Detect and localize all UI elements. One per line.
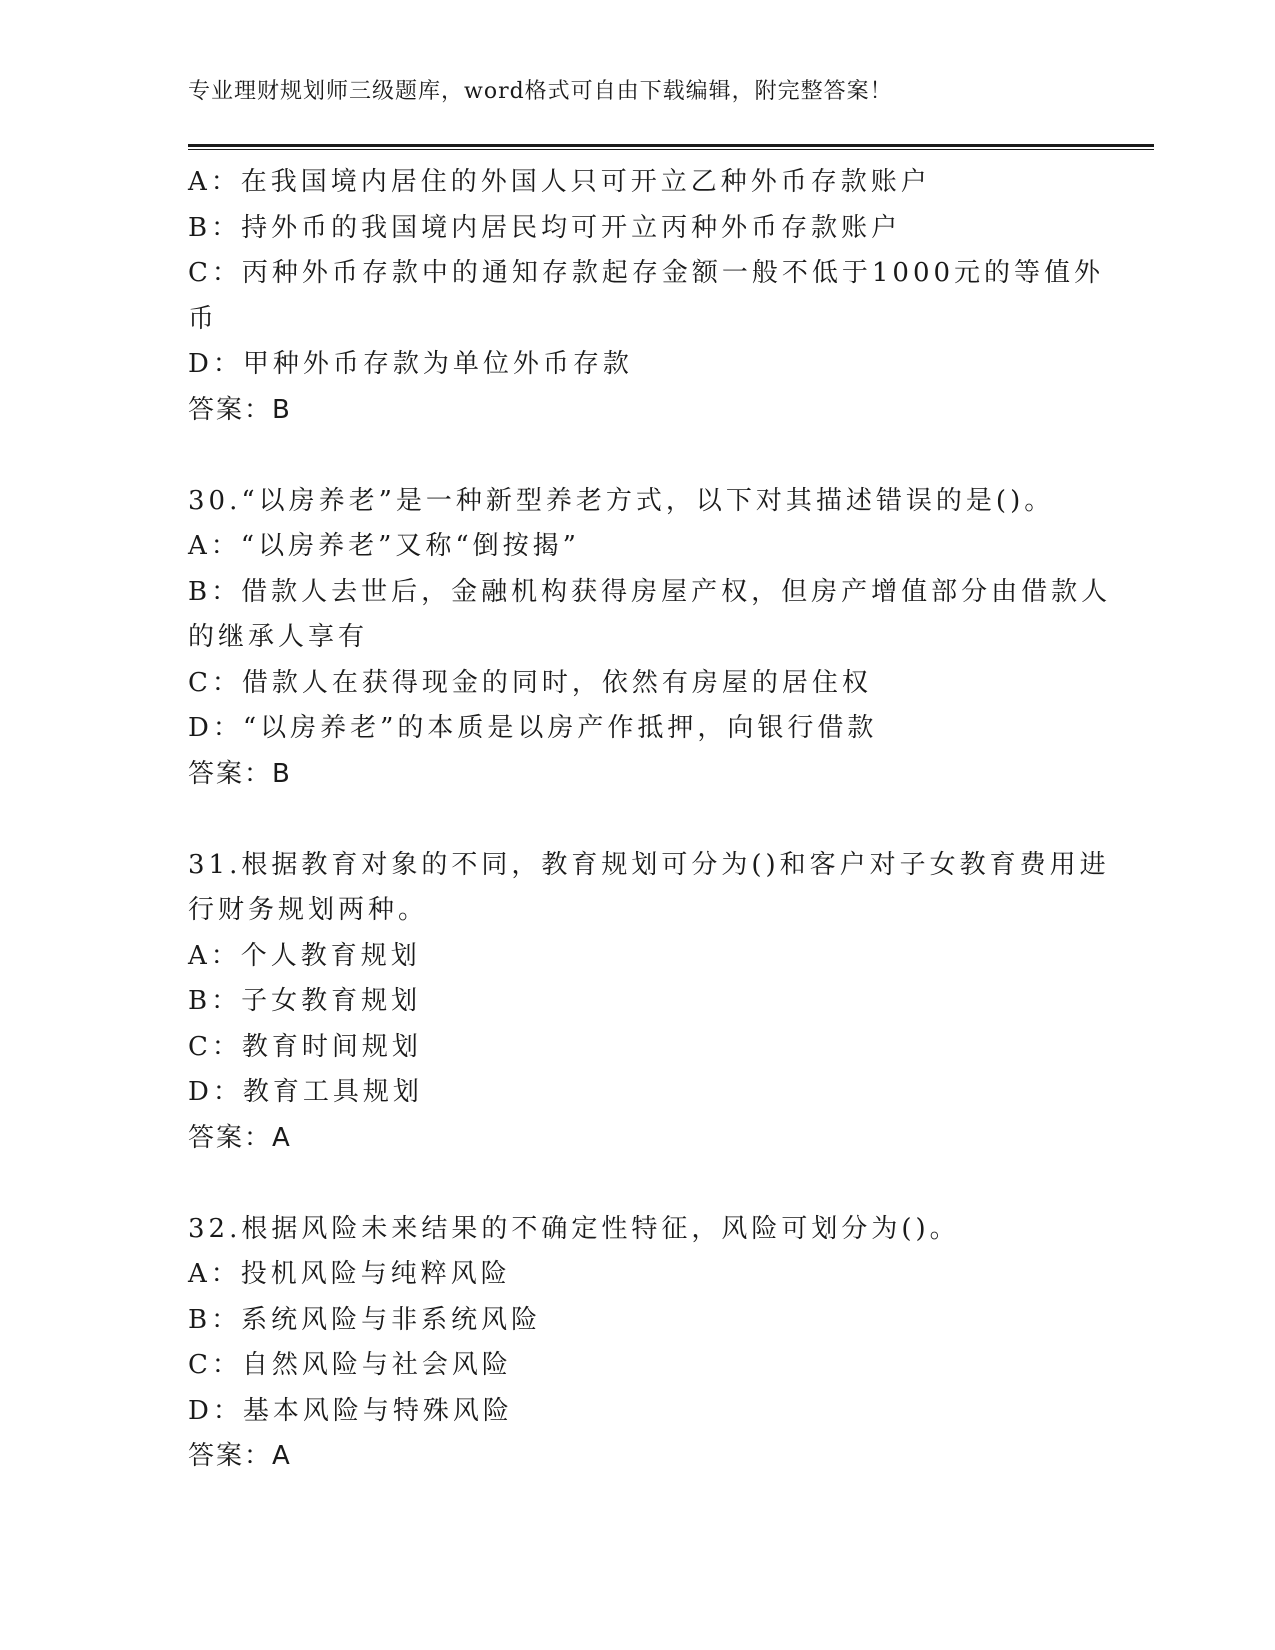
question-stem-continued: 行财务规划两种。	[188, 895, 429, 925]
question-30	[188, 479, 1112, 798]
option-b: B：子女教育规划	[188, 986, 422, 1016]
option-b: B：借款人去世后，金融机构获得房屋产权，但房产增值部分由借款人	[188, 576, 1112, 607]
header-rule	[188, 144, 1154, 150]
spacer	[188, 433, 1088, 479]
option-a: A：“以房养老”又称“倒按揭”	[188, 531, 580, 561]
option-c: C：丙种外币存款中的通知存款起存金额一般不低于1000元的等值外	[188, 258, 1105, 288]
option-a: A：投机风险与纯粹风险	[188, 1259, 511, 1289]
spacer	[188, 797, 1088, 843]
page-header: 专业理财规划师三级题库，word格式可自由下载编辑，附完整答案！	[188, 79, 893, 104]
answer: 答案：A	[188, 1122, 292, 1153]
answer: 答案：A	[188, 1441, 292, 1471]
question-stem: 30.“以房养老”是一种新型养老方式，以下对其描述错误的是()。	[188, 485, 1055, 516]
option-d: D：“以房养老”的本质是以房产作抵押，向银行借款	[188, 713, 878, 743]
option-c: C：自然风险与社会风险	[188, 1350, 512, 1380]
option-d: D：基本风险与特殊风险	[188, 1395, 513, 1426]
question-29	[188, 160, 1105, 433]
option-c: C：教育时间规划	[188, 1031, 422, 1062]
question-32	[188, 1207, 1088, 1480]
question-stem: 31.根据教育对象的不同，教育规划可分为()和客户对子女教育费用进	[188, 849, 1110, 880]
question-31	[188, 843, 1110, 1162]
spacer	[188, 1161, 1088, 1207]
option-c-continued: 币	[188, 303, 219, 334]
answer: 答案：B	[188, 758, 292, 789]
option-d: D：甲种外币存款为单位外币存款	[188, 349, 633, 379]
question-stem: 32.根据风险未来结果的不确定性特征，风险可划分为()。	[188, 1213, 960, 1244]
option-c: C：借款人在获得现金的同时，依然有房屋的居住权	[188, 667, 872, 698]
option-a: A：在我国境内居住的外国人只可开立乙种外币存款账户	[188, 167, 931, 197]
document-body	[188, 160, 1112, 1480]
option-d: D：教育工具规划	[188, 1077, 423, 1107]
answer: 答案：B	[188, 394, 292, 425]
option-b-continued: 的继承人享有	[188, 622, 369, 652]
option-b: B：系统风险与非系统风险	[188, 1304, 542, 1335]
option-a: A：个人教育规划	[188, 940, 421, 971]
option-b: B：持外币的我国境内居民均可开立丙种外币存款账户	[188, 212, 902, 243]
